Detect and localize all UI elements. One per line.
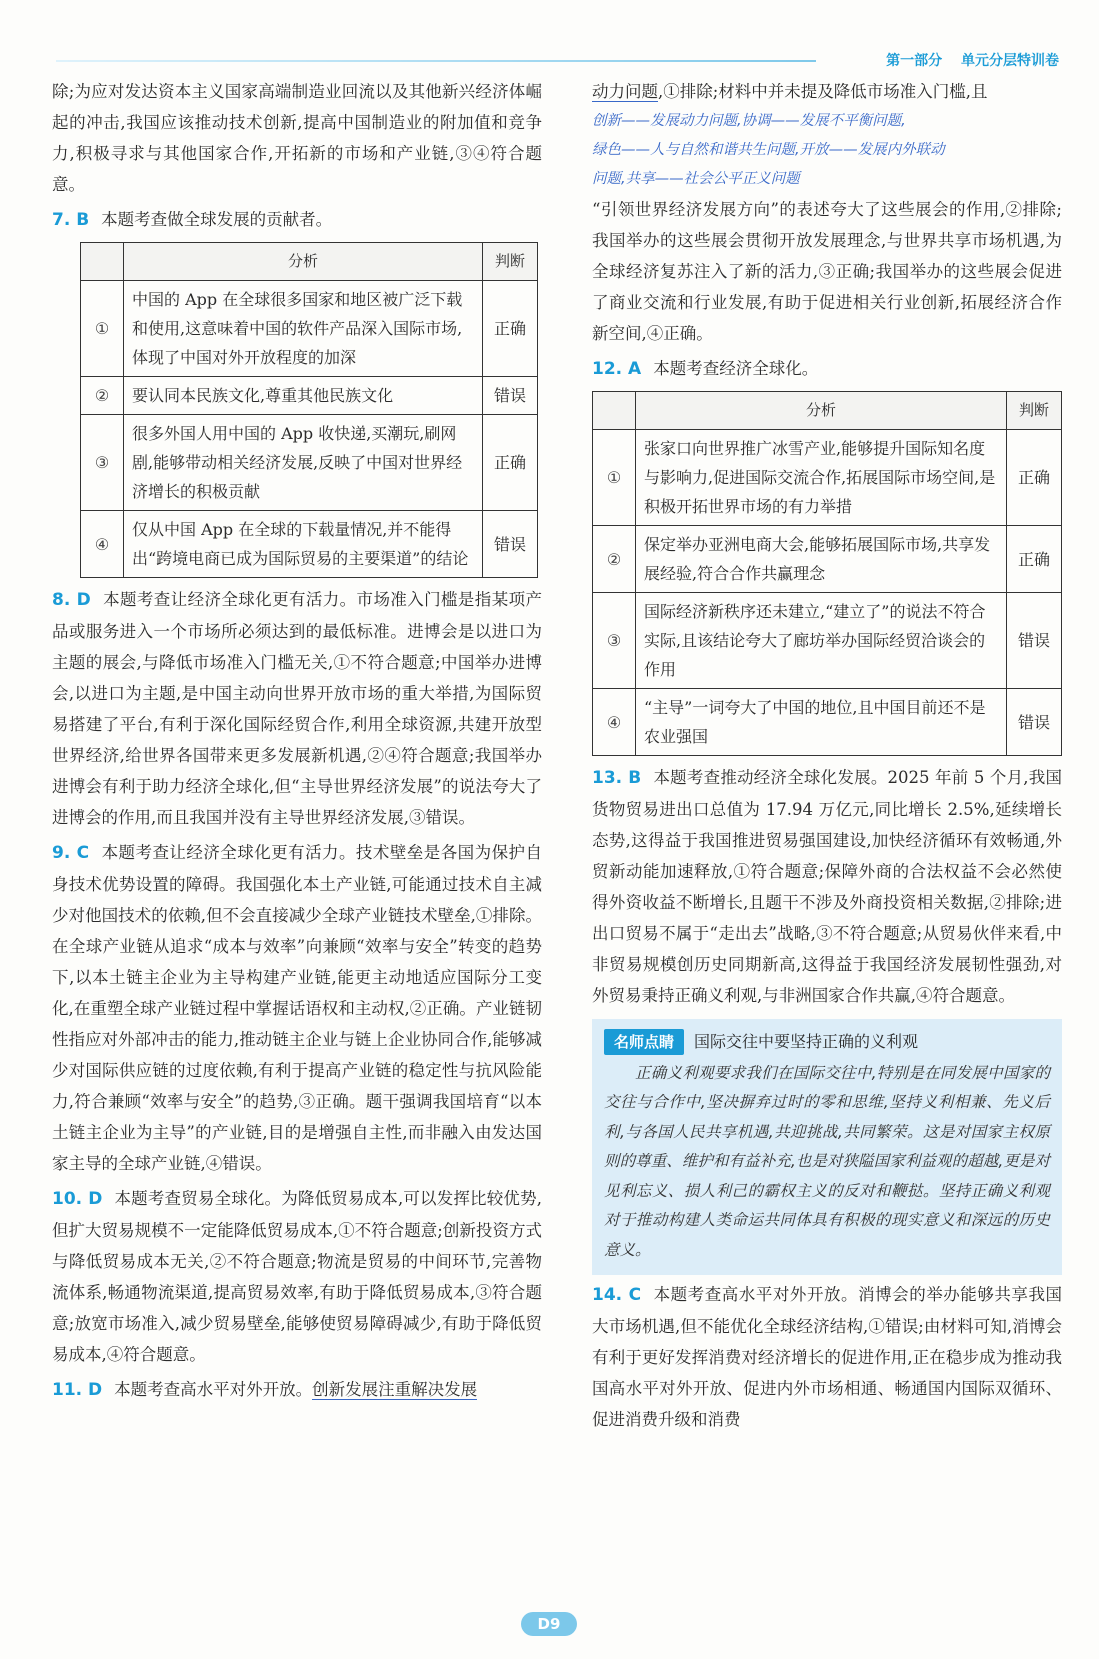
row-analysis: 保定举办亚洲电商大会,能够拓展国际市场,共享发展经验,符合合作共赢理念 — [636, 526, 1007, 593]
question-text: 本题考查贸易全球化。为降低贸易成本,可以发挥比较优势,但扩大贸易规模不一定能降低贸易成本,①不符合题意;创新投资方式与降低贸易成本无关,②不符合题意;物流是贸易的中间环节,完善物流体系,畅通物流渠道,提高贸易效率,有助于降低贸易成本,③符合题意;放宽市场准入,减少贸易壁垒,能够使贸易障碍减少,有助于降低贸易成本,④符合题意。 — [52, 1189, 542, 1364]
table-row — [81, 377, 538, 415]
handwritten-line: 问题,共享——社会公平正义问题 — [592, 171, 800, 187]
row-number: ② — [593, 526, 636, 593]
question-9 — [52, 837, 542, 1179]
header-analysis: 分析 — [636, 392, 1007, 430]
question-11 — [52, 1374, 542, 1406]
table-row — [81, 511, 538, 578]
row-judge: 错误 — [1007, 689, 1062, 756]
handwritten-line: 绿色——人与自然和谐共生问题,开放——发展内外联动 — [592, 142, 945, 158]
question-number: 14. C — [592, 1285, 642, 1305]
row-analysis: 很多外国人用中国的 App 收快递,买潮玩,刷网剧,能够带动相关经济发展,反映了中国对世界经济增长的积极贡献 — [124, 415, 483, 511]
question-10 — [52, 1183, 542, 1370]
row-judge: 正确 — [1007, 430, 1062, 526]
teacher-tip-box — [592, 1019, 1062, 1275]
row-analysis: “主导”一词夸大了中国的地位,且中国目前还不是农业强国 — [636, 689, 1007, 756]
question-number: 7. B — [52, 210, 90, 230]
tip-title: 国际交往中要坚持正确的义利观 — [694, 1032, 919, 1051]
running-header — [872, 50, 1059, 70]
table-header-row — [81, 243, 538, 281]
row-number: ④ — [593, 689, 636, 756]
header-part: 第一部分 — [886, 53, 943, 69]
row-analysis: 张家口向世界推广冰雪产业,能够提升国际知名度与影响力,促进国际交流合作,拓展国际市场空间,是积极开拓世界市场的有力举措 — [636, 430, 1007, 526]
table-row — [593, 430, 1062, 526]
header-rule — [56, 60, 816, 62]
header-blank — [81, 243, 124, 281]
tip-body: 正确义利观要求我们在国际交往中,特别是在同发展中国家的交往与合作中,坚决摒弃过时的零和思维,坚持义利相兼、先义后利,与各国人民共享机遇,共迎挑战,共同繁荣。这是对国家主权原则的尊重、维护和有益补充,也是对狭隘国家利益观的超越,更是对见利忘义、损人利己的霸权主义的反对和鞭挞。坚持正确义利观对于推动构建人类命运共同体具有积极的现实意义和深远的历史意义。 — [604, 1063, 1050, 1259]
question-8 — [52, 584, 542, 833]
row-judge: 错误 — [483, 511, 538, 578]
row-judge: 错误 — [1007, 593, 1062, 689]
question-text: 本题考查高水平对外开放。消博会的举办能够共享我国大市场机遇,但不能优化全球经济结构,①错误;由材料可知,消博会有利于更好发挥消费对经济增长的促进作用,正在稳步成为推动我国高水平对外开放、促进内外市场相通、畅通国内国际双循环、促进消费升级和消费 — [592, 1285, 1063, 1429]
question-text: 本题考查高水平对外开放。 — [114, 1380, 313, 1399]
row-number: ① — [593, 430, 636, 526]
question-11-rest: “引领世界经济发展方向”的表述夸大了这些展会的作用,②排除;我国举办的这些展会贯彻开放发展理念,与世界共享市场机遇,为全球经济复苏注入了新的活力,③正确;我国举办的这些展会促进了商业交流和行业发展,有助于促进相关行业创新,拓展经济合作新空间,④正确。 — [592, 200, 1062, 343]
table-row — [81, 415, 538, 511]
tip-header — [604, 1027, 1050, 1057]
question-7 — [52, 204, 542, 236]
row-analysis: 要认同本民族文化,尊重其他民族文化 — [124, 377, 483, 415]
header-analysis: 分析 — [124, 243, 483, 281]
header-judge: 判断 — [1007, 392, 1062, 430]
underlined-text: 动力问题 — [592, 82, 658, 101]
row-judge: 正确 — [483, 415, 538, 511]
row-judge: 正确 — [483, 281, 538, 377]
right-column — [592, 76, 1062, 1435]
question-text: 本题考查经济全球化。 — [653, 359, 819, 378]
question-13 — [592, 762, 1062, 1011]
left-column — [52, 76, 542, 1406]
handwritten-note — [592, 107, 1062, 194]
question-number: 8. D — [52, 590, 91, 610]
table-row — [593, 593, 1062, 689]
question-number: 10. D — [52, 1189, 103, 1209]
question-11-continued — [592, 76, 1062, 107]
row-analysis: 仅从中国 App 在全球的下载量情况,并不能得出“跨境电商已成为国际贸易的主要渠道”的结论 — [124, 511, 483, 578]
table-header-row — [593, 392, 1062, 430]
question-14 — [592, 1279, 1062, 1435]
header-blank — [593, 392, 636, 430]
analysis-table-7 — [80, 242, 538, 578]
question-number: 12. A — [592, 359, 642, 379]
table-row — [593, 689, 1062, 756]
question-number: 11. D — [52, 1380, 103, 1400]
question-text: 本题考查做全球发展的贡献者。 — [101, 210, 333, 229]
row-analysis: 中国的 App 在全球很多国家和地区被广泛下载和使用,这意味着中国的软件产品深入国际市场,体现了中国对外开放程度的加深 — [124, 281, 483, 377]
row-judge: 正确 — [1007, 526, 1062, 593]
analysis-table-12 — [592, 391, 1062, 756]
question-number: 13. B — [592, 768, 642, 788]
row-number: ② — [81, 377, 124, 415]
row-number: ① — [81, 281, 124, 377]
table-row — [593, 526, 1062, 593]
table-row — [81, 281, 538, 377]
row-judge: 错误 — [483, 377, 538, 415]
header-judge: 判断 — [483, 243, 538, 281]
question-number: 9. C — [52, 843, 90, 863]
tip-badge: 名师点睛 — [604, 1029, 684, 1055]
row-analysis: 国际经济新秩序还未建立,“建立了”的说法不符合实际,且该结论夸大了廊坊举办国际经贸洽谈会的作用 — [636, 593, 1007, 689]
row-number: ④ — [81, 511, 124, 578]
question-text: 本题考查让经济全球化更有活力。市场准入门槛是指某项产品或服务进入一个市场所必须达到的最低标准。进博会是以进口为主题的展会,与降低市场准入门槛无关,①不符合题意;中国举办进博会,以进口为主题,是中国主动向世界开放市场的重大举措,为国际贸易搭建了平台,有利于深化国际经贸合作,利用全球资源,共建开放型世界经济,给世界各国带来更多发展新机遇,②④符合题意;我国举办进博会有利于助力经济全球化,但“主导世界经济发展”的说法夸大了进博会的作用,而且我国并没有主导世界经济发展,③错误。 — [52, 590, 542, 827]
question-text: 本题考查推动经济全球化发展。2025 年前 5 个月,我国货物贸易进出口总值为 17.94 万亿元,同比增长 2.5%,延续增长态势,这得益于我国推进贸易强国建设,加快经济循环有效畅通,外贸新动能加速释放,①符合题意;保障外商的合法权益不会必然使得外资收益不断增长,且题干不涉及外商投资相关数据,②排除;进出口贸易不属于“走出去”战略,③不符合题意;从贸易伙伴来看,中非贸易规模创历史同期新高,这得益于我国经济发展韧性强劲,对外贸易秉持正确义利观,与非洲国家合作共赢,④符合题意。 — [592, 768, 1062, 1005]
underlined-text: 创新发展注重解决发展 — [312, 1380, 478, 1399]
page-number: D9 — [521, 1612, 577, 1636]
handwritten-line: 创新——发展动力问题,协调——发展不平衡问题, — [592, 113, 906, 129]
continued-paragraph: 除;为应对发达资本主义国家高端制造业回流以及其他新兴经济体崛起的冲击,我国应该推动技术创新,提高中国制造业的附加值和竞争力,积极寻求与其他国家合作,开拓新的市场和产业链,③④符合题意。 — [52, 82, 542, 194]
row-number: ③ — [593, 593, 636, 689]
question-text: 本题考查让经济全球化更有活力。技术壁垒是各国为保护自身技术优势设置的障碍。我国强化本土产业链,可能通过技术自主减少对他国技术的依赖,但不会直接减少全球产业链技术壁垒,①排除。在全球产业链从追求“成本与效率”向兼顾“效率与安全”转变的趋势下,以本土链主企业为主导构建产业链,能更主动地适应国际分工变化,在重塑全球产业链过程中掌握话语权和主动权,②正确。产业链韧性指应对外部冲击的能力,推动链主企业与链上企业协同合作,能够减少对国际供应链的过度依赖,有利于提高产业链的稳定性与抗风险能力,符合兼顾“效率与安全”的趋势,③正确。题干强调我国培育“以本土链主企业为主导”的产业链,目的是增强自主性,而非融入由发达国家主导的全球产业链,④错误。 — [52, 843, 542, 1173]
question-12 — [592, 353, 1062, 385]
continued-text: ,①排除;材料中并未提及降低市场准入门槛,且 — [658, 82, 988, 101]
header-title: 单元分层特训卷 — [961, 53, 1059, 69]
row-number: ③ — [81, 415, 124, 511]
